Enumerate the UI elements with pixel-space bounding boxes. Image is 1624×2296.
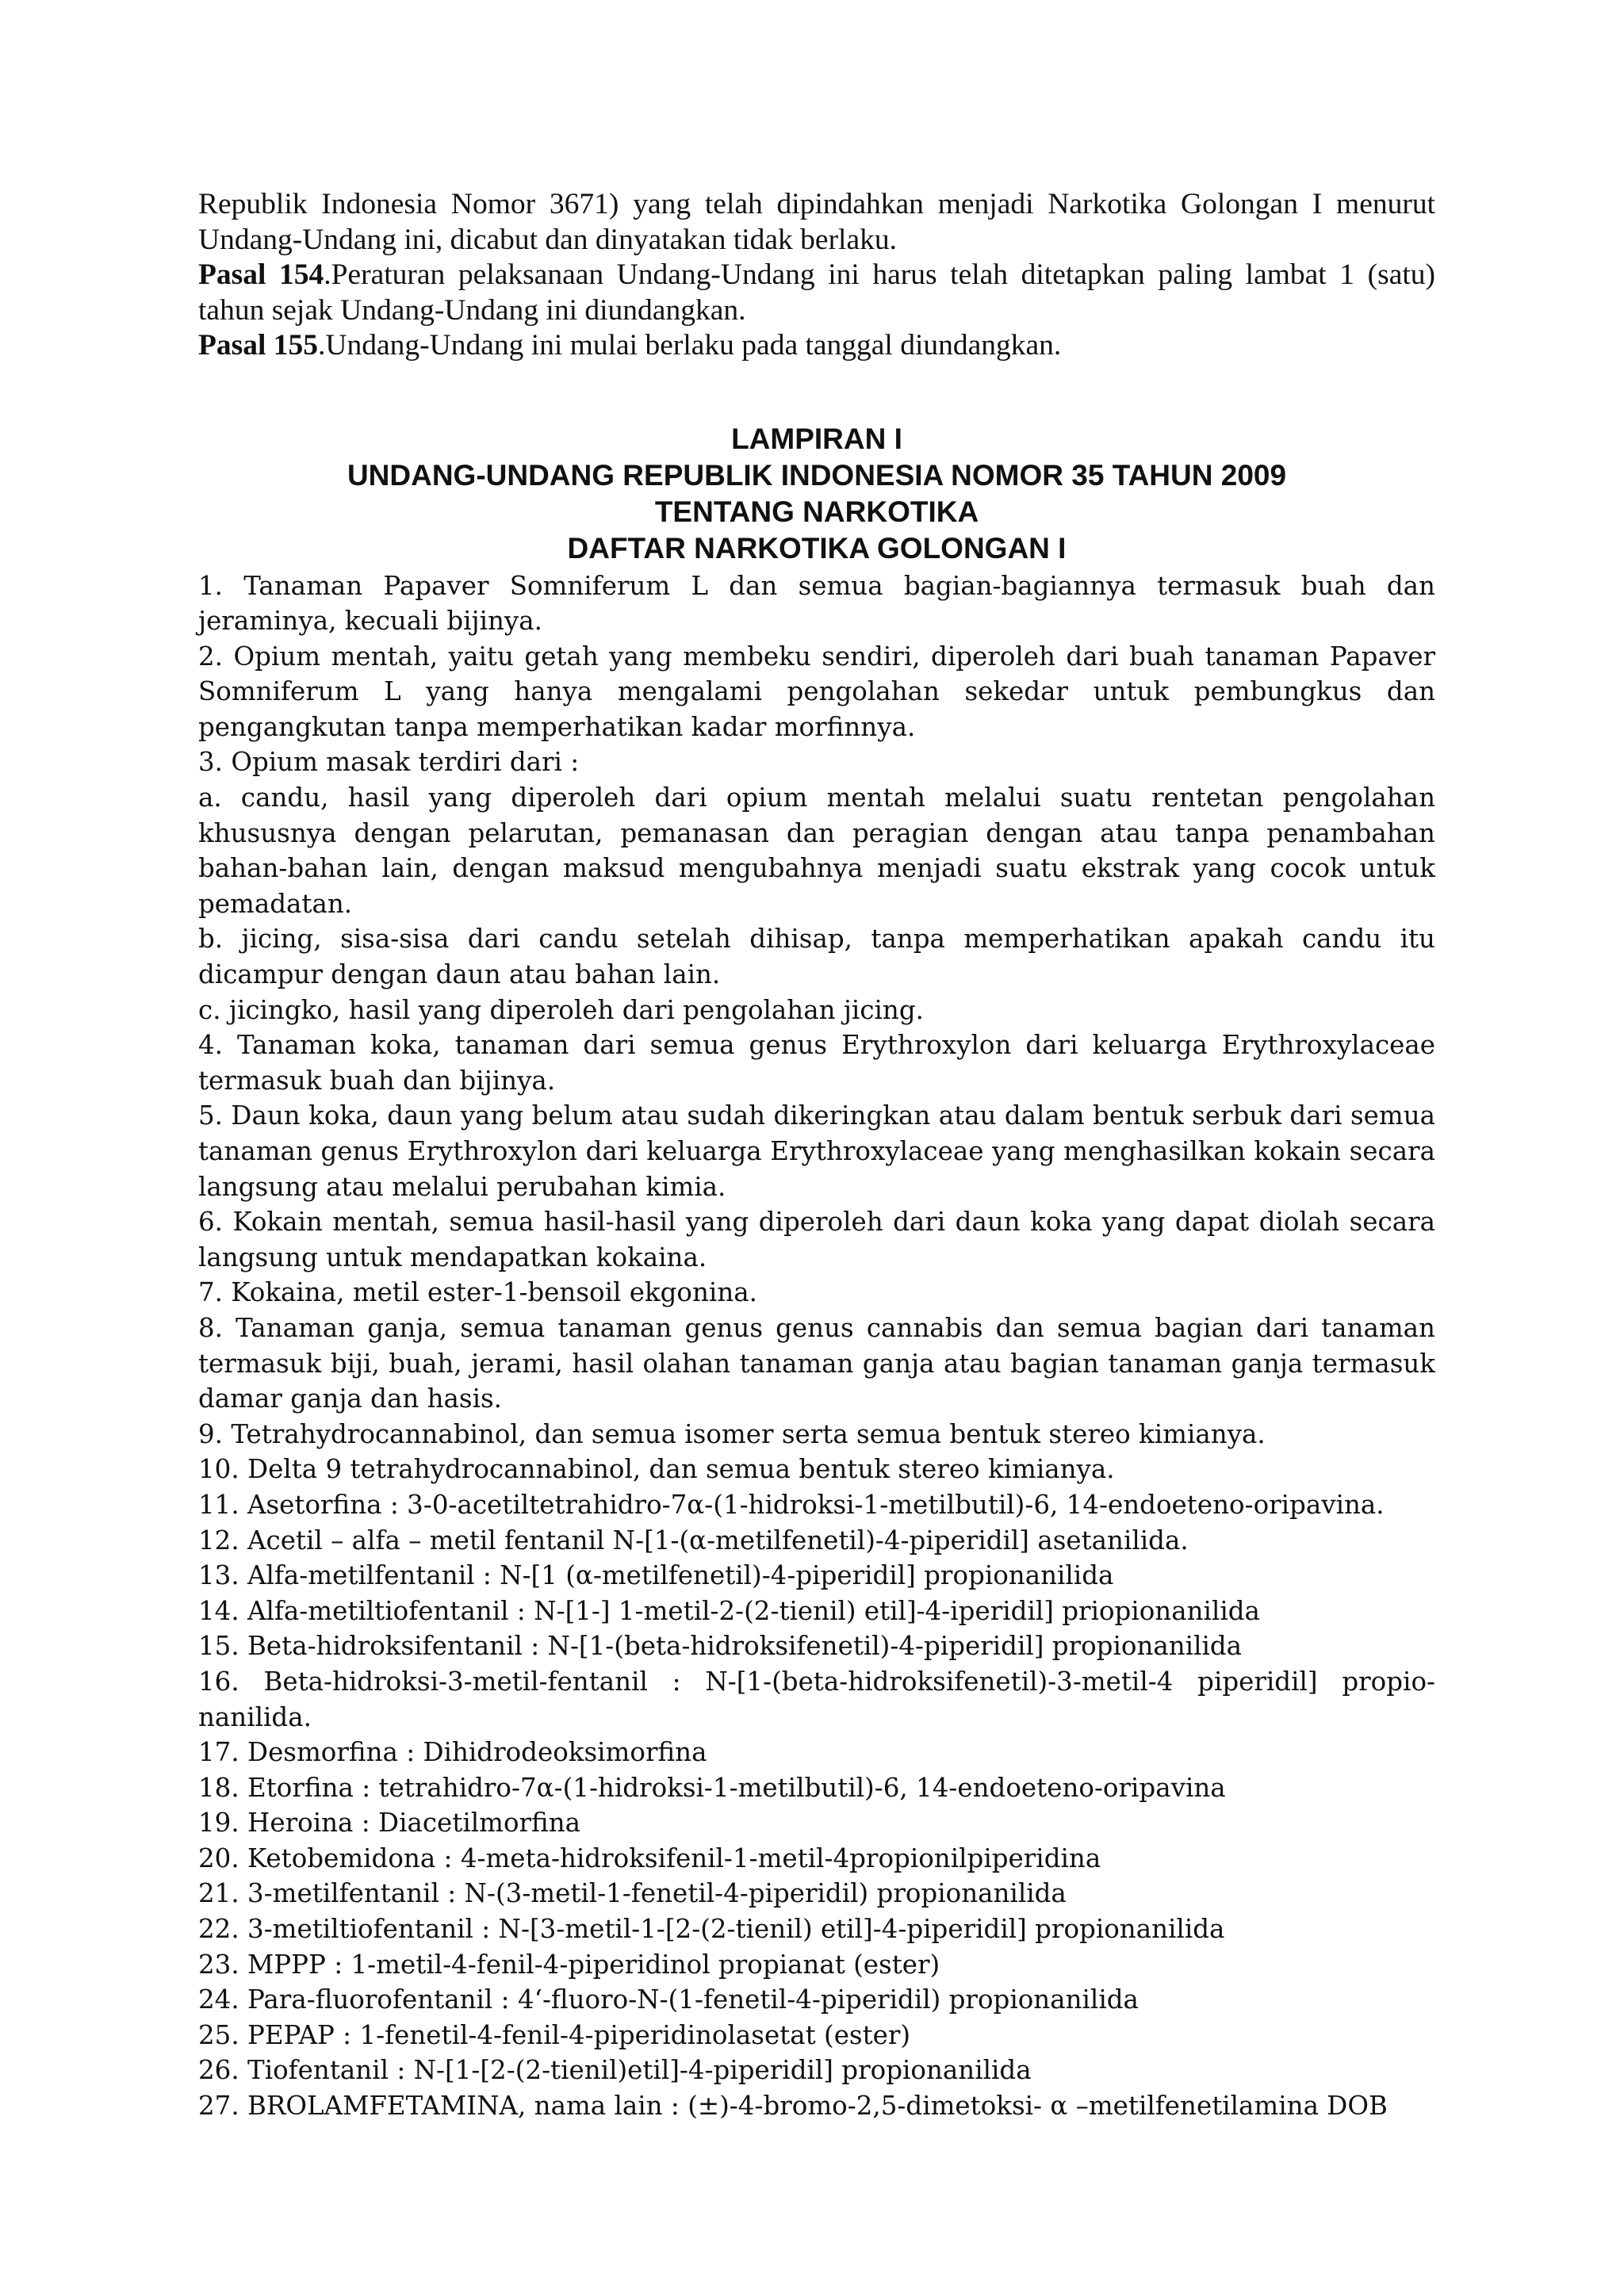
lampiran-subject: TENTANG NARKOTIKA	[654, 495, 979, 528]
list-item: 23. MPPP : 1-metil-4-fenil-4-piperidinol propianat (ester)	[198, 1949, 940, 1980]
list-item: a. candu, hasil yang diperoleh dari opium mentah melalui suatu rentetan pengolahan khususnya dengan pelarutan, pemanasan dan peragian dengan atau tanpa penambahan bahan-bahan lain, dengan maksud mengubahnya menjadi suatu ekstrak yang cocok untuk pemadatan.	[198, 783, 1435, 919]
pasal-154-label: Pasal 154	[198, 258, 324, 291]
list-item: 24. Para-fluorofentanil : 4‘-fluoro-N-(1-fenetil-4-piperidil) propionanilida	[198, 1984, 1139, 2015]
list-item: b. jicing, sisa-sisa dari candu setelah dihisap, tanpa memperhatikan apakah candu itu dicampur dengan daun atau bahan lain.	[198, 924, 1435, 990]
list-item: 6. Kokain mentah, semua hasil-hasil yang diperoleh dari daun koka yang dapat diolah secara langsung untuk mendapatkan kokaina.	[198, 1207, 1435, 1272]
list-item: 3. Opium masak terdiri dari :	[198, 747, 580, 778]
list-item: 1. Tanaman Papaver Somniferum L dan semua bagian-bagiannya termasuk buah dan jeraminya, kecuali bijinya.	[198, 570, 1435, 637]
lampiran-list-title: DAFTAR NARKOTIKA GOLONGAN I	[567, 531, 1067, 564]
list-item: 9. Tetrahydrocannabinol, dan semua isomer serta semua bentuk stereo kimianya.	[198, 1418, 1266, 1449]
pasal-155	[198, 328, 1435, 364]
list-item: 2. Opium mentah, yaitu getah yang membeku sendiri, diperoleh dari buah tanaman Papaver Somniferum L yang hanya mengalami pengolahan sekedar untuk pembungkus dan pengangkutan tanpa memperhatikan kadar morfinnya.	[198, 641, 1435, 742]
list-item: 22. 3-metiltiofentanil : N-[3-metil-1-[2-(2-tienil) etil]-4-piperidil] propionanilida	[198, 1914, 1225, 1945]
list-item: 27. BROLAMFETAMINA, nama lain : (±)-4-bromo-2,5-dimetoksi- α –metilfenetilamina DOB	[198, 2091, 1388, 2122]
intro-section	[198, 187, 1435, 364]
list-item: 12. Acetil – alfa – metil fentanil N-[1-(α-metilfenetil)-4-piperidil] asetanilida.	[198, 1525, 1189, 1556]
pasal-154	[198, 258, 1435, 328]
list-item: 8. Tanaman ganja, semua tanaman genus genus cannabis dan semua bagian dari tanaman termasuk biji, buah, jerami, hasil olahan tanaman ganja atau bagian tanaman ganja termasuk damar ganja dan hasis.	[198, 1312, 1435, 1414]
list-item: 16. Beta-hidroksi-3-metil-fentanil : N-[1-(beta-hidroksifenetil)-3-metil-4 piperidil] propio-nanilida.	[198, 1666, 1435, 1732]
pasal-155-text: .Undang-Undang ini mulai berlaku pada tanggal diundangkan.	[318, 329, 1062, 362]
list-item: 21. 3-metilfentanil : N-(3-metil-1-fenetil-4-piperidil) propionanilida	[198, 1878, 1067, 1909]
pasal-155-label: Pasal 155	[198, 329, 319, 362]
list-item: 17. Desmorfina : Dihidrodeoksimorfina	[198, 1737, 707, 1768]
list-item: 15. Beta-hidroksifentanil : N-[1-(beta-hidroksifenetil)-4-piperidil] propionanilida	[198, 1631, 1243, 1662]
list-item: 11. Asetorfina : 3-0-acetiltetrahidro-7α-(1-hidroksi-1-metilbutil)-6, 14-endoeteno-oripavina.	[198, 1489, 1385, 1520]
lampiran-heading	[198, 421, 1435, 567]
list-item: 5. Daun koka, daun yang belum atau sudah dikeringkan atau dalam bentuk serbuk dari semua tanaman genus Erythroxylon dari keluarga Erythroxylaceae yang menghasilkan kokain secara langsung atau melalui perubahan kimia.	[198, 1100, 1435, 1202]
list-item: 10. Delta 9 tetrahydrocannabinol, dan semua bentuk stereo kimianya.	[198, 1454, 1115, 1485]
narkotika-list	[198, 568, 1435, 2124]
list-item: 25. PEPAP : 1-fenetil-4-fenil-4-piperidinolasetat (ester)	[198, 2019, 911, 2050]
lampiran-law-title: UNDANG-UNDANG REPUBLIK INDONESIA NOMOR 35 TAHUN 2009	[347, 458, 1287, 492]
list-item: 20. Ketobemidona : 4-meta-hidroksifenil-1-metil-4propionilpiperidina	[198, 1843, 1101, 1873]
intro-paragraph: Republik Indonesia Nomor 3671) yang telah dipindahkan menjadi Narkotika Golongan I menurut Undang-Undang ini, dicabut dan dinyatakan tidak berlaku.	[198, 188, 1435, 256]
list-item: 26. Tiofentanil : N-[1-[2-(2-tienil)etil]-4-piperidil] propionanilida	[198, 2055, 1032, 2086]
list-item: 18. Etorfina : tetrahidro-7α-(1-hidroksi-1-metilbutil)-6, 14-endoeteno-oripavina	[198, 1772, 1226, 1803]
list-item: 14. Alfa-metiltiofentanil : N-[1-] 1-metil-2-(2-tienil) etil]-4-iperidil] priopionanilida	[198, 1595, 1260, 1626]
list-item: 19. Heroina : Diacetilmorfina	[198, 1808, 581, 1839]
document-page	[198, 187, 1435, 2124]
list-item: c. jicingko, hasil yang diperoleh dari pengolahan jicing.	[198, 994, 924, 1025]
list-item: 13. Alfa-metilfentanil : N-[1 (α-metilfenetil)-4-piperidil] propionanilida	[198, 1560, 1114, 1591]
list-item: 4. Tanaman koka, tanaman dari semua genus Erythroxylon dari keluarga Erythroxylaceae termasuk buah dan bijinya.	[198, 1030, 1435, 1096]
list-item: 7. Kokaina, metil ester-1-bensoil ekgonina.	[198, 1277, 757, 1308]
pasal-154-text: .Peraturan pelaksanaan Undang-Undang ini harus telah ditetapkan paling lambat 1 (satu) tahun sejak Undang-Undang ini diundangkan.	[198, 258, 1435, 327]
lampiran-title: LAMPIRAN I	[731, 422, 902, 455]
